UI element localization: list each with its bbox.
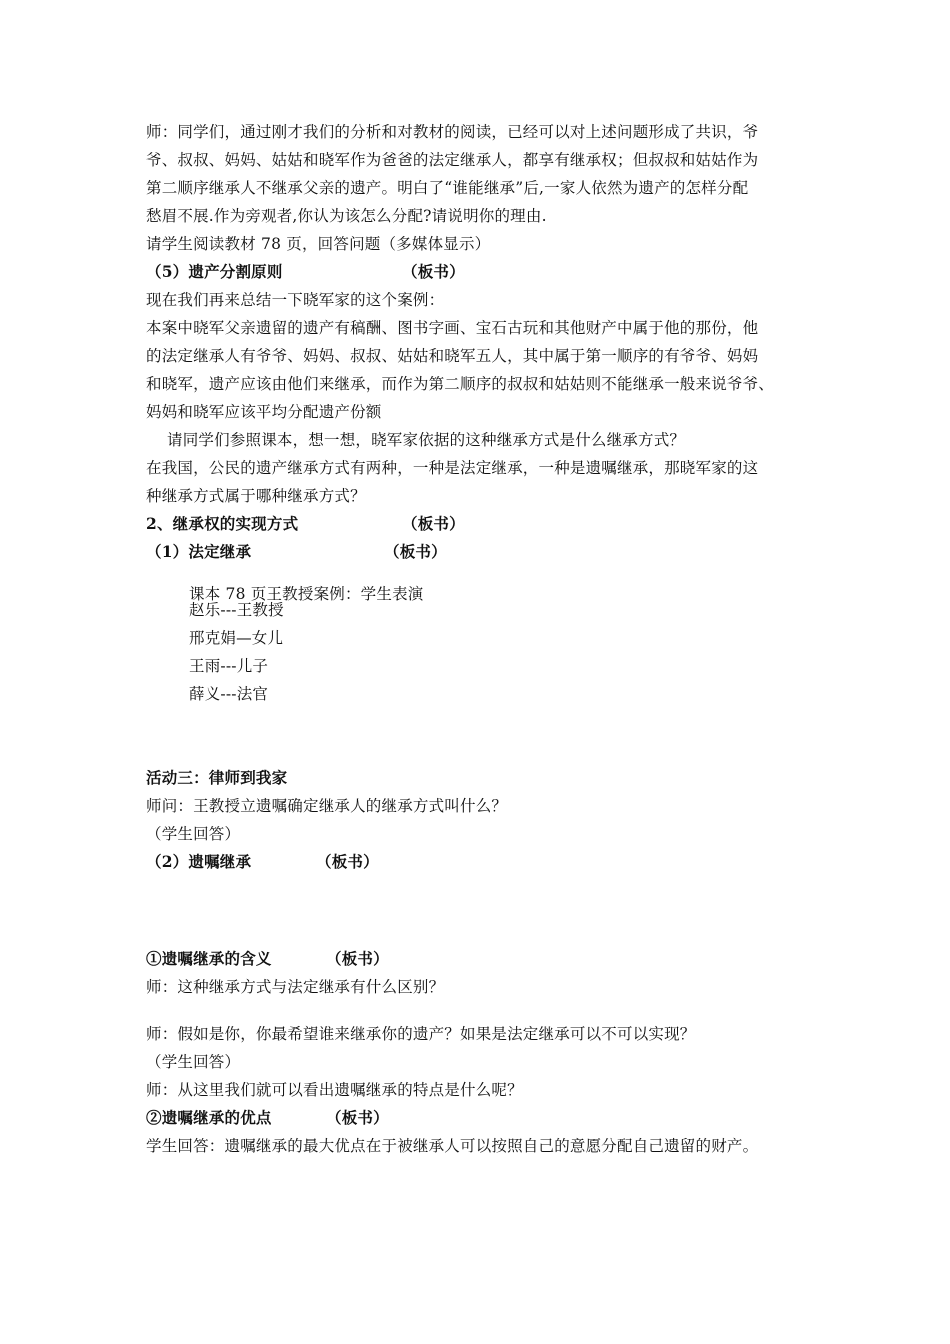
board-tag: （板书） [384, 542, 447, 561]
paragraph-line: 种继承方式属于哪种继承方式？ [146, 487, 366, 505]
student-answer: （学生回答） [146, 1053, 241, 1071]
board-tag: （板书） [402, 262, 465, 281]
activity-heading: 活动三：律师到我家 [146, 768, 288, 787]
role-item: 邢克娟—女儿 [189, 629, 284, 647]
instruction-text: 请学生阅读教材 78 页，回答问题（多媒体显示） [146, 235, 491, 253]
role-item: 赵乐---王教授 [189, 601, 284, 619]
paragraph-line: 和晓军，遗产应该由他们来继承，而作为第二顺序的叔叔和姑姑则不能继承一般来说爷爷、 [146, 375, 775, 393]
paragraph-line: 的法定继承人有爷爷、妈妈、叔叔、姑姑和晓军五人，其中属于第一顺序的有爷爷、妈妈 [146, 347, 759, 365]
section-heading [146, 852, 379, 872]
board-tag: （板书） [326, 949, 389, 968]
heading-title: ①遗嘱继承的含义 [146, 949, 272, 968]
paragraph-line: 愁眉不展.作为旁观者,你认为该怎么分配?请说明你的理由. [146, 207, 547, 225]
paragraph-line: 爷、叔叔、妈妈、姑姑和晓军作为爸爸的法定继承人，都享有继承权；但叔叔和姑姑作为 [146, 151, 759, 169]
section-heading [146, 949, 389, 969]
paragraph-line: 第二顺序继承人不继承父亲的遗产。明白了“谁能继承”后,一家人依然为遗产的怎样分配 [146, 179, 749, 197]
summary-intro: 现在我们再来总结一下晓军家的这个案例： [146, 291, 445, 309]
role-item: 王雨---儿子 [189, 657, 269, 675]
teacher-question: 师：从这里我们就可以看出遗嘱继承的特点是什么呢？ [146, 1081, 523, 1099]
teacher-question: 师问：王教授立遗嘱确定继承人的继承方式叫什么？ [146, 797, 508, 815]
heading-title: 2、继承权的实现方式 [146, 514, 299, 533]
section-heading [146, 514, 465, 534]
heading-title: ②遗嘱继承的优点 [146, 1108, 272, 1127]
heading-title: （5）遗产分割原则 [146, 262, 283, 281]
student-answer: 学生回答：遗嘱继承的最大优点在于被继承人可以按照自己的意愿分配自己遗留的财产。 [146, 1137, 759, 1155]
section-heading [146, 542, 447, 562]
think-question: 请同学们参照课本，想一想，晓军家依据的这种继承方式是什么继承方式？ [167, 431, 686, 449]
role-item: 薛义---法官 [189, 685, 269, 703]
heading-title: （1）法定继承 [146, 542, 252, 561]
paragraph-line: 在我国，公民的遗产继承方式有两种，一种是法定继承，一种是遗嘱继承，那晓军家的这 [146, 459, 759, 477]
student-answer: （学生回答） [146, 825, 241, 843]
teacher-question: 师：这种继承方式与法定继承有什么区别？ [146, 978, 445, 996]
roles-intro: 课本 78 页王教授案例：学生表演 [189, 585, 424, 603]
board-tag: （板书） [326, 1108, 389, 1127]
section-heading [146, 1108, 389, 1128]
paragraph-line: 师：同学们，通过刚才我们的分析和对教材的阅读，已经可以对上述问题形成了共识，爷 [146, 123, 759, 141]
board-tag: （板书） [402, 514, 465, 533]
teacher-question: 师：假如是你，你最希望谁来继承你的遗产？如果是法定继承可以不可以实现？ [146, 1025, 696, 1043]
board-tag: （板书） [316, 852, 379, 871]
section-heading [146, 262, 465, 282]
heading-title: （2）遗嘱继承 [146, 852, 252, 871]
paragraph-line: 本案中晓军父亲遗留的遗产有稿酬、图书字画、宝石古玩和其他财产中属于他的那份，他 [146, 319, 759, 337]
paragraph-line: 妈妈和晓军应该平均分配遗产份额 [146, 403, 382, 421]
